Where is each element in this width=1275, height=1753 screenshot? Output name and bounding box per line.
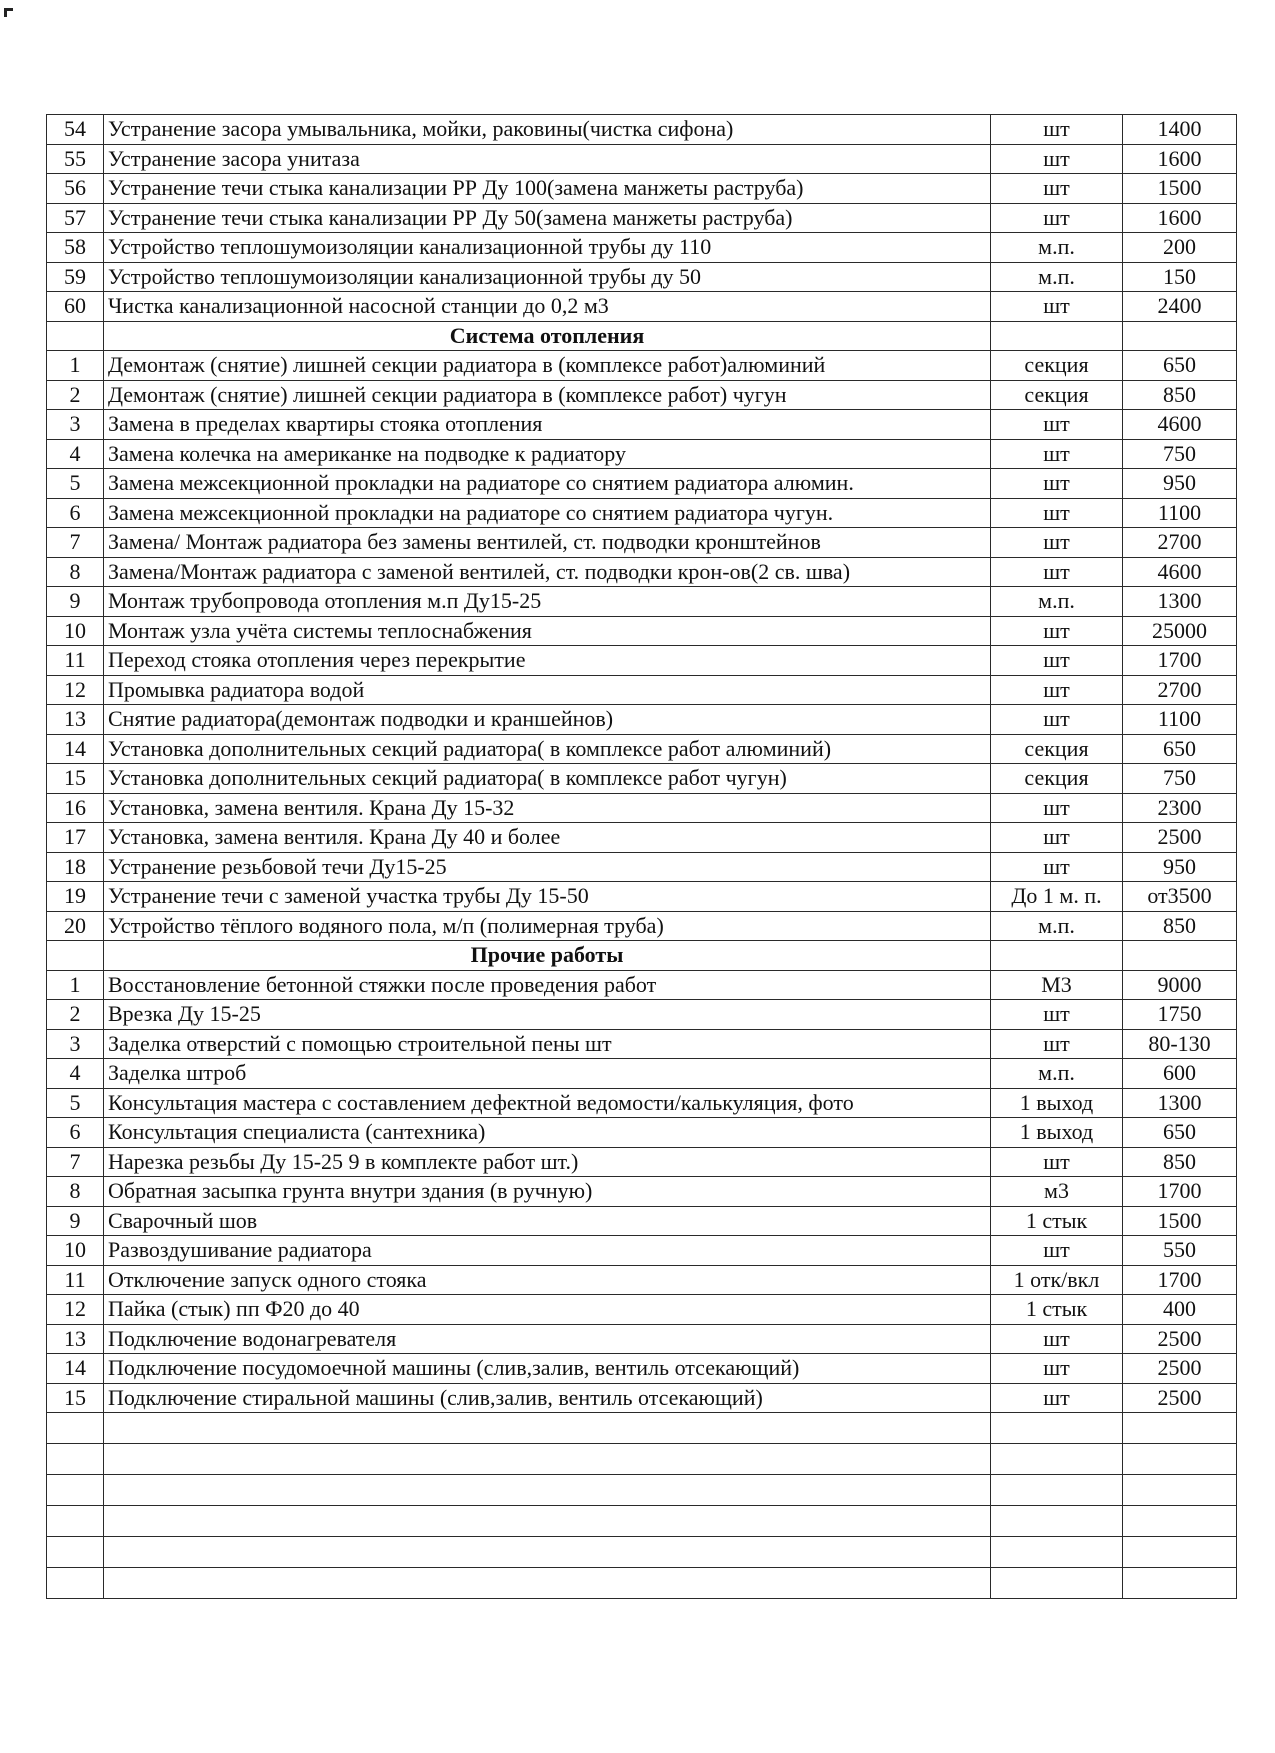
price-cell: 1500 [1123,1206,1237,1236]
unit-cell: шт [991,1029,1123,1059]
price-cell: 650 [1123,1118,1237,1148]
row-number-cell: 17 [47,823,104,853]
table-row [47,970,1237,1000]
work-name-cell: Устранение течи стыка канализации РР Ду 50(замена манжеты раструба) [104,203,991,233]
price-cell: 600 [1123,1059,1237,1089]
empty-cell [991,1444,1123,1475]
price-cell [1123,941,1237,971]
price-cell: 1400 [1123,115,1237,145]
work-name-cell: Устранение течи стыка канализации РР Ду 100(замена манжеты раструба) [104,174,991,204]
table-row [47,1059,1237,1089]
unit-cell: секция [991,380,1123,410]
price-cell: 2700 [1123,528,1237,558]
row-number-cell: 57 [47,203,104,233]
row-number-cell: 16 [47,793,104,823]
work-name-cell: Сварочный шов [104,1206,991,1236]
price-cell: 1300 [1123,587,1237,617]
empty-cell [1123,1475,1237,1506]
unit-cell: шт [991,115,1123,145]
row-number-cell: 8 [47,557,104,587]
table-row [47,675,1237,705]
table-row [47,1147,1237,1177]
unit-cell: шт [991,203,1123,233]
price-cell: 650 [1123,734,1237,764]
work-name-cell: Переход стояка отопления через перекрытие [104,646,991,676]
table-row [47,1206,1237,1236]
unit-cell: шт [991,498,1123,528]
price-cell: 550 [1123,1236,1237,1266]
row-number-cell: 5 [47,469,104,499]
empty-cell [104,1568,991,1599]
table-row [47,793,1237,823]
empty-row [47,1413,1237,1444]
row-number-cell: 3 [47,410,104,440]
work-name-cell: Замена колечка на американке на подводке к радиатору [104,439,991,469]
price-cell: 1600 [1123,203,1237,233]
empty-cell [104,1537,991,1568]
table-row [47,823,1237,853]
table-row [47,292,1237,322]
price-cell: 650 [1123,351,1237,381]
table-row [47,587,1237,617]
unit-cell: шт [991,823,1123,853]
row-number-cell: 2 [47,380,104,410]
price-cell: 2500 [1123,1354,1237,1384]
table-row [47,528,1237,558]
unit-cell: 1 стык [991,1206,1123,1236]
price-cell: 750 [1123,764,1237,794]
price-cell: 2500 [1123,1324,1237,1354]
work-name-cell: Нарезка резьбы Ду 15-25 9 в комплекте работ шт.) [104,1147,991,1177]
table-row [47,115,1237,145]
row-number-cell: 58 [47,233,104,263]
table-row [47,1354,1237,1384]
empty-cell [1123,1537,1237,1568]
work-name-cell: Замена/Монтаж радиатора с заменой вентилей, ст. подводки крон-ов(2 св. шва) [104,557,991,587]
empty-cell [104,1413,991,1444]
work-name-cell: Заделка штроб [104,1059,991,1089]
price-list-table [46,114,1237,1599]
price-cell: 2300 [1123,793,1237,823]
table-row [47,764,1237,794]
price-cell: 1300 [1123,1088,1237,1118]
work-name-cell: Монтаж узла учёта системы теплоснабжения [104,616,991,646]
row-number-cell: 10 [47,1236,104,1266]
empty-cell [1123,1444,1237,1475]
empty-cell [991,1568,1123,1599]
table-row [47,1177,1237,1207]
row-number-cell: 4 [47,1059,104,1089]
price-cell: 2400 [1123,292,1237,322]
work-name-cell: Восстановление бетонной стяжки после проведения работ [104,970,991,1000]
unit-cell: м.п. [991,1059,1123,1089]
work-name-cell: Установка, замена вентиля. Крана Ду 15-32 [104,793,991,823]
price-cell [1123,321,1237,351]
unit-cell: м.п. [991,911,1123,941]
row-number-cell: 2 [47,1000,104,1030]
table-row [47,911,1237,941]
table-row [47,351,1237,381]
unit-cell: м3 [991,1177,1123,1207]
row-number-cell: 18 [47,852,104,882]
unit-cell: м.п. [991,262,1123,292]
row-number-cell: 1 [47,351,104,381]
unit-cell: шт [991,675,1123,705]
unit-cell: шт [991,1383,1123,1413]
row-number-cell: 7 [47,1147,104,1177]
section-header-row [47,321,1237,351]
work-name-cell: Чистка канализационной насосной станции до 0,2 м3 [104,292,991,322]
table-row [47,1383,1237,1413]
work-name-cell: Пайка (стык) пп Ф20 до 40 [104,1295,991,1325]
empty-row [47,1568,1237,1599]
empty-cell [1123,1506,1237,1537]
price-cell: 9000 [1123,970,1237,1000]
unit-cell: шт [991,852,1123,882]
table-row [47,439,1237,469]
unit-cell: 1 выход [991,1088,1123,1118]
work-name-cell: Установка дополнительных секций радиатора( в комплексе работ алюминий) [104,734,991,764]
row-number-cell: 11 [47,646,104,676]
price-cell: 4600 [1123,410,1237,440]
work-name-cell: Замена в пределах квартиры стояка отопления [104,410,991,440]
table-row [47,1000,1237,1030]
row-number-cell [47,941,104,971]
work-name-cell: Консультация мастера с составлением дефектной ведомости/калькуляция, фото [104,1088,991,1118]
section-title: Прочие работы [104,941,991,971]
unit-cell: шт [991,1354,1123,1384]
price-cell: 1100 [1123,705,1237,735]
work-name-cell: Замена/ Монтаж радиатора без замены вентилей, ст. подводки кронштейнов [104,528,991,558]
row-number-cell [47,321,104,351]
row-number-cell: 56 [47,174,104,204]
row-number-cell: 14 [47,734,104,764]
unit-cell: шт [991,528,1123,558]
price-cell: 25000 [1123,616,1237,646]
price-cell: 1700 [1123,1177,1237,1207]
row-number-cell: 4 [47,439,104,469]
price-cell: 750 [1123,439,1237,469]
row-number-cell: 14 [47,1354,104,1384]
unit-cell: шт [991,1000,1123,1030]
table-row [47,705,1237,735]
empty-cell [47,1568,104,1599]
unit-cell [991,941,1123,971]
price-cell: 4600 [1123,557,1237,587]
table-row [47,1295,1237,1325]
work-name-cell: Подключение посудомоечной машины (слив,залив, вентиль отсекающий) [104,1354,991,1384]
price-list-body [47,115,1237,1599]
price-cell: 2500 [1123,823,1237,853]
unit-cell: шт [991,1324,1123,1354]
price-cell: 950 [1123,852,1237,882]
unit-cell: шт [991,1147,1123,1177]
table-row [47,203,1237,233]
row-number-cell: 55 [47,144,104,174]
table-row [47,1265,1237,1295]
row-number-cell: 1 [47,970,104,1000]
work-name-cell: Установка дополнительных секций радиатора( в комплексе работ чугун) [104,764,991,794]
price-cell: 1700 [1123,1265,1237,1295]
work-name-cell: Устранение резьбовой течи Ду15-25 [104,852,991,882]
price-cell: 1750 [1123,1000,1237,1030]
unit-cell: шт [991,292,1123,322]
empty-cell [47,1506,104,1537]
unit-cell: шт [991,144,1123,174]
unit-cell: м.п. [991,233,1123,263]
empty-cell [47,1537,104,1568]
empty-cell [104,1506,991,1537]
empty-cell [991,1537,1123,1568]
work-name-cell: Отключение запуск одного стояка [104,1265,991,1295]
price-cell: 200 [1123,233,1237,263]
work-name-cell: Замена межсекционной прокладки на радиаторе со снятием радиатора чугун. [104,498,991,528]
unit-cell: шт [991,616,1123,646]
row-number-cell: 9 [47,1206,104,1236]
table-row [47,233,1237,263]
row-number-cell: 3 [47,1029,104,1059]
row-number-cell: 6 [47,498,104,528]
work-name-cell: Подключение водонагревателя [104,1324,991,1354]
table-row [47,734,1237,764]
price-cell: 950 [1123,469,1237,499]
empty-cell [1123,1568,1237,1599]
empty-row [47,1444,1237,1475]
row-number-cell: 12 [47,1295,104,1325]
empty-row [47,1506,1237,1537]
unit-cell: шт [991,469,1123,499]
row-number-cell: 11 [47,1265,104,1295]
unit-cell: шт [991,439,1123,469]
unit-cell: секция [991,764,1123,794]
empty-cell [47,1413,104,1444]
work-name-cell: Демонтаж (снятие) лишней секции радиатора в (комплексе работ) чугун [104,380,991,410]
work-name-cell: Устранение засора унитаза [104,144,991,174]
row-number-cell: 9 [47,587,104,617]
price-cell: 1600 [1123,144,1237,174]
work-name-cell: Устранение течи с заменой участка трубы Ду 15-50 [104,882,991,912]
table-row [47,262,1237,292]
work-name-cell: Промывка радиатора водой [104,675,991,705]
empty-cell [104,1444,991,1475]
price-cell: 150 [1123,262,1237,292]
row-number-cell: 60 [47,292,104,322]
work-name-cell: Развоздушивание радиатора [104,1236,991,1266]
empty-cell [991,1475,1123,1506]
unit-cell [991,321,1123,351]
work-name-cell: Врезка Ду 15-25 [104,1000,991,1030]
unit-cell: секция [991,734,1123,764]
work-name-cell: Подключение стиральной машины (слив,залив, вентиль отсекающий) [104,1383,991,1413]
price-cell: 1100 [1123,498,1237,528]
work-name-cell: Устройство тёплого водяного пола, м/п (полимерная труба) [104,911,991,941]
table-row [47,616,1237,646]
table-row [47,852,1237,882]
unit-cell: шт [991,705,1123,735]
unit-cell: шт [991,793,1123,823]
table-row [47,380,1237,410]
row-number-cell: 15 [47,764,104,794]
row-number-cell: 15 [47,1383,104,1413]
unit-cell: М3 [991,970,1123,1000]
work-name-cell: Заделка отверстий с помощью строительной пены шт [104,1029,991,1059]
price-cell: 2700 [1123,675,1237,705]
section-title: Система отопления [104,321,991,351]
work-name-cell: Устройство теплошумоизоляции канализационной трубы ду 50 [104,262,991,292]
empty-cell [1123,1413,1237,1444]
unit-cell: шт [991,410,1123,440]
table-row [47,498,1237,528]
table-row [47,882,1237,912]
row-number-cell: 13 [47,1324,104,1354]
empty-cell [991,1413,1123,1444]
table-row [47,1029,1237,1059]
work-name-cell: Консультация специалиста (сантехника) [104,1118,991,1148]
work-name-cell: Демонтаж (снятие) лишней секции радиатора в (комплексе работ)алюминий [104,351,991,381]
work-name-cell: Устройство теплошумоизоляции канализационной трубы ду 110 [104,233,991,263]
price-cell: 400 [1123,1295,1237,1325]
row-number-cell: 8 [47,1177,104,1207]
work-name-cell: Установка, замена вентиля. Крана Ду 40 и более [104,823,991,853]
row-number-cell: 59 [47,262,104,292]
empty-row [47,1475,1237,1506]
table-row [47,410,1237,440]
work-name-cell: Замена межсекционной прокладки на радиаторе со снятием радиатора алюмин. [104,469,991,499]
work-name-cell: Обратная засыпка грунта внутри здания (в ручную) [104,1177,991,1207]
work-name-cell: Снятие радиатора(демонтаж подводки и краншейнов) [104,705,991,735]
empty-row [47,1537,1237,1568]
unit-cell: шт [991,174,1123,204]
row-number-cell: 54 [47,115,104,145]
price-cell: 850 [1123,380,1237,410]
empty-cell [104,1475,991,1506]
row-number-cell: 13 [47,705,104,735]
price-cell: 1500 [1123,174,1237,204]
work-name-cell: Устранение засора умывальника, мойки, раковины(чистка сифона) [104,115,991,145]
empty-cell [991,1506,1123,1537]
unit-cell: 1 выход [991,1118,1123,1148]
table-row [47,469,1237,499]
row-number-cell: 7 [47,528,104,558]
price-cell: 2500 [1123,1383,1237,1413]
unit-cell: 1 отк/вкл [991,1265,1123,1295]
row-number-cell: 5 [47,1088,104,1118]
unit-cell: До 1 м. п. [991,882,1123,912]
row-number-cell: 10 [47,616,104,646]
section-header-row [47,941,1237,971]
row-number-cell: 12 [47,675,104,705]
table-row [47,144,1237,174]
work-name-cell: Монтаж трубопровода отопления м.п Ду15-25 [104,587,991,617]
table-row [47,1324,1237,1354]
unit-cell: шт [991,1236,1123,1266]
price-cell: 80-130 [1123,1029,1237,1059]
table-row [47,1088,1237,1118]
price-cell: 850 [1123,911,1237,941]
price-cell: 850 [1123,1147,1237,1177]
table-row [47,646,1237,676]
empty-cell [47,1475,104,1506]
price-cell: от3500 [1123,882,1237,912]
scan-corner-mark [4,8,13,17]
row-number-cell: 6 [47,1118,104,1148]
unit-cell: 1 стык [991,1295,1123,1325]
empty-cell [47,1444,104,1475]
row-number-cell: 19 [47,882,104,912]
unit-cell: шт [991,646,1123,676]
table-row [47,557,1237,587]
unit-cell: шт [991,557,1123,587]
unit-cell: секция [991,351,1123,381]
table-row [47,1118,1237,1148]
unit-cell: м.п. [991,587,1123,617]
row-number-cell: 20 [47,911,104,941]
price-cell: 1700 [1123,646,1237,676]
table-row [47,1236,1237,1266]
table-row [47,174,1237,204]
